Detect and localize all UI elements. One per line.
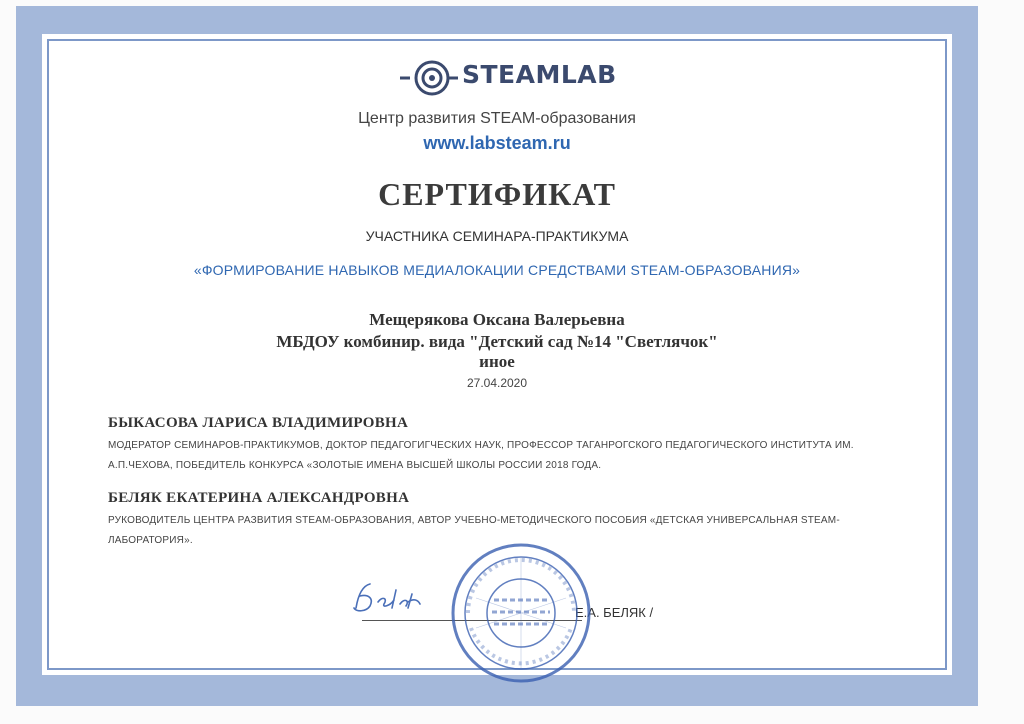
seminar-title: «ФОРМИРОВАНИЕ НАВЫКОВ МЕДИАЛОКАЦИИ СРЕДСТВАМИ STEAM-ОБРАЗОВАНИЯ» bbox=[193, 262, 801, 278]
moderator-description-line-2: А.П.ЧЕХОВА, ПОБЕДИТЕЛЬ КОНКУРСА «ЗОЛОТЫЕ ИМЕНА ВЫСШЕЙ ШКОЛЫ РОССИИ 2018 ГОДА. bbox=[108, 460, 602, 471]
director-description-line-2: ЛАБОРАТОРИЯ». bbox=[108, 535, 193, 546]
moderator-name: БЫКАСОВА ЛАРИСА ВЛАДИМИРОВНА bbox=[108, 415, 409, 431]
recipient-organization: МБДОУ комбинир. вида "Детский сад №14 "Светлячок" bbox=[276, 332, 718, 351]
website-link[interactable]: www.labsteam.ru bbox=[423, 133, 571, 153]
director-description-line-1: РУКОВОДИТЕЛЬ ЦЕНТРА РАЗВИТИЯ STEAM-ОБРАЗОВАНИЯ, АВТОР УЧЕБНО-МЕТОДИЧЕСКОГО ПОСОБИЯ «ДЕТСКАЯ УНИВЕРСАЛЬНАЯ STEAM- bbox=[108, 515, 840, 526]
moderator-block bbox=[108, 415, 928, 476]
moderator-description-line-1: МОДЕРАТОР СЕМИНАРОВ-ПРАКТИКУМОВ, ДОКТОР ПЕДАГОГИГЧЕСКИХ НАУК, ПРОФЕССОР ТАГАНРОГСКОГО ПЕДАГОГИЧЕСКОГО ИНСТИТУТА ИМ. bbox=[108, 440, 854, 451]
handwritten-signature-icon bbox=[348, 578, 458, 618]
director-name: БЕЛЯК ЕКАТЕРИНА АЛЕКСАНДРОВНА bbox=[108, 490, 410, 506]
round-seal-icon bbox=[446, 538, 596, 688]
logo-wordmark: STEAMLAB bbox=[462, 60, 617, 89]
issue-date: 27.04.2020 bbox=[466, 376, 528, 390]
certificate-title: СЕРТИФИКАТ bbox=[378, 176, 616, 212]
recipient-name: Мещерякова Оксана Валерьевна bbox=[369, 310, 625, 329]
organization-subtitle: Центр развития STEAM-образования bbox=[358, 110, 636, 127]
signatory-label: Е.А. БЕЛЯК / bbox=[575, 605, 654, 620]
recipient-role: иное bbox=[479, 352, 515, 371]
participant-label: УЧАСТНИКА СЕМИНАРА-ПРАКТИКУМА bbox=[365, 228, 629, 244]
moderator-description bbox=[108, 436, 928, 476]
